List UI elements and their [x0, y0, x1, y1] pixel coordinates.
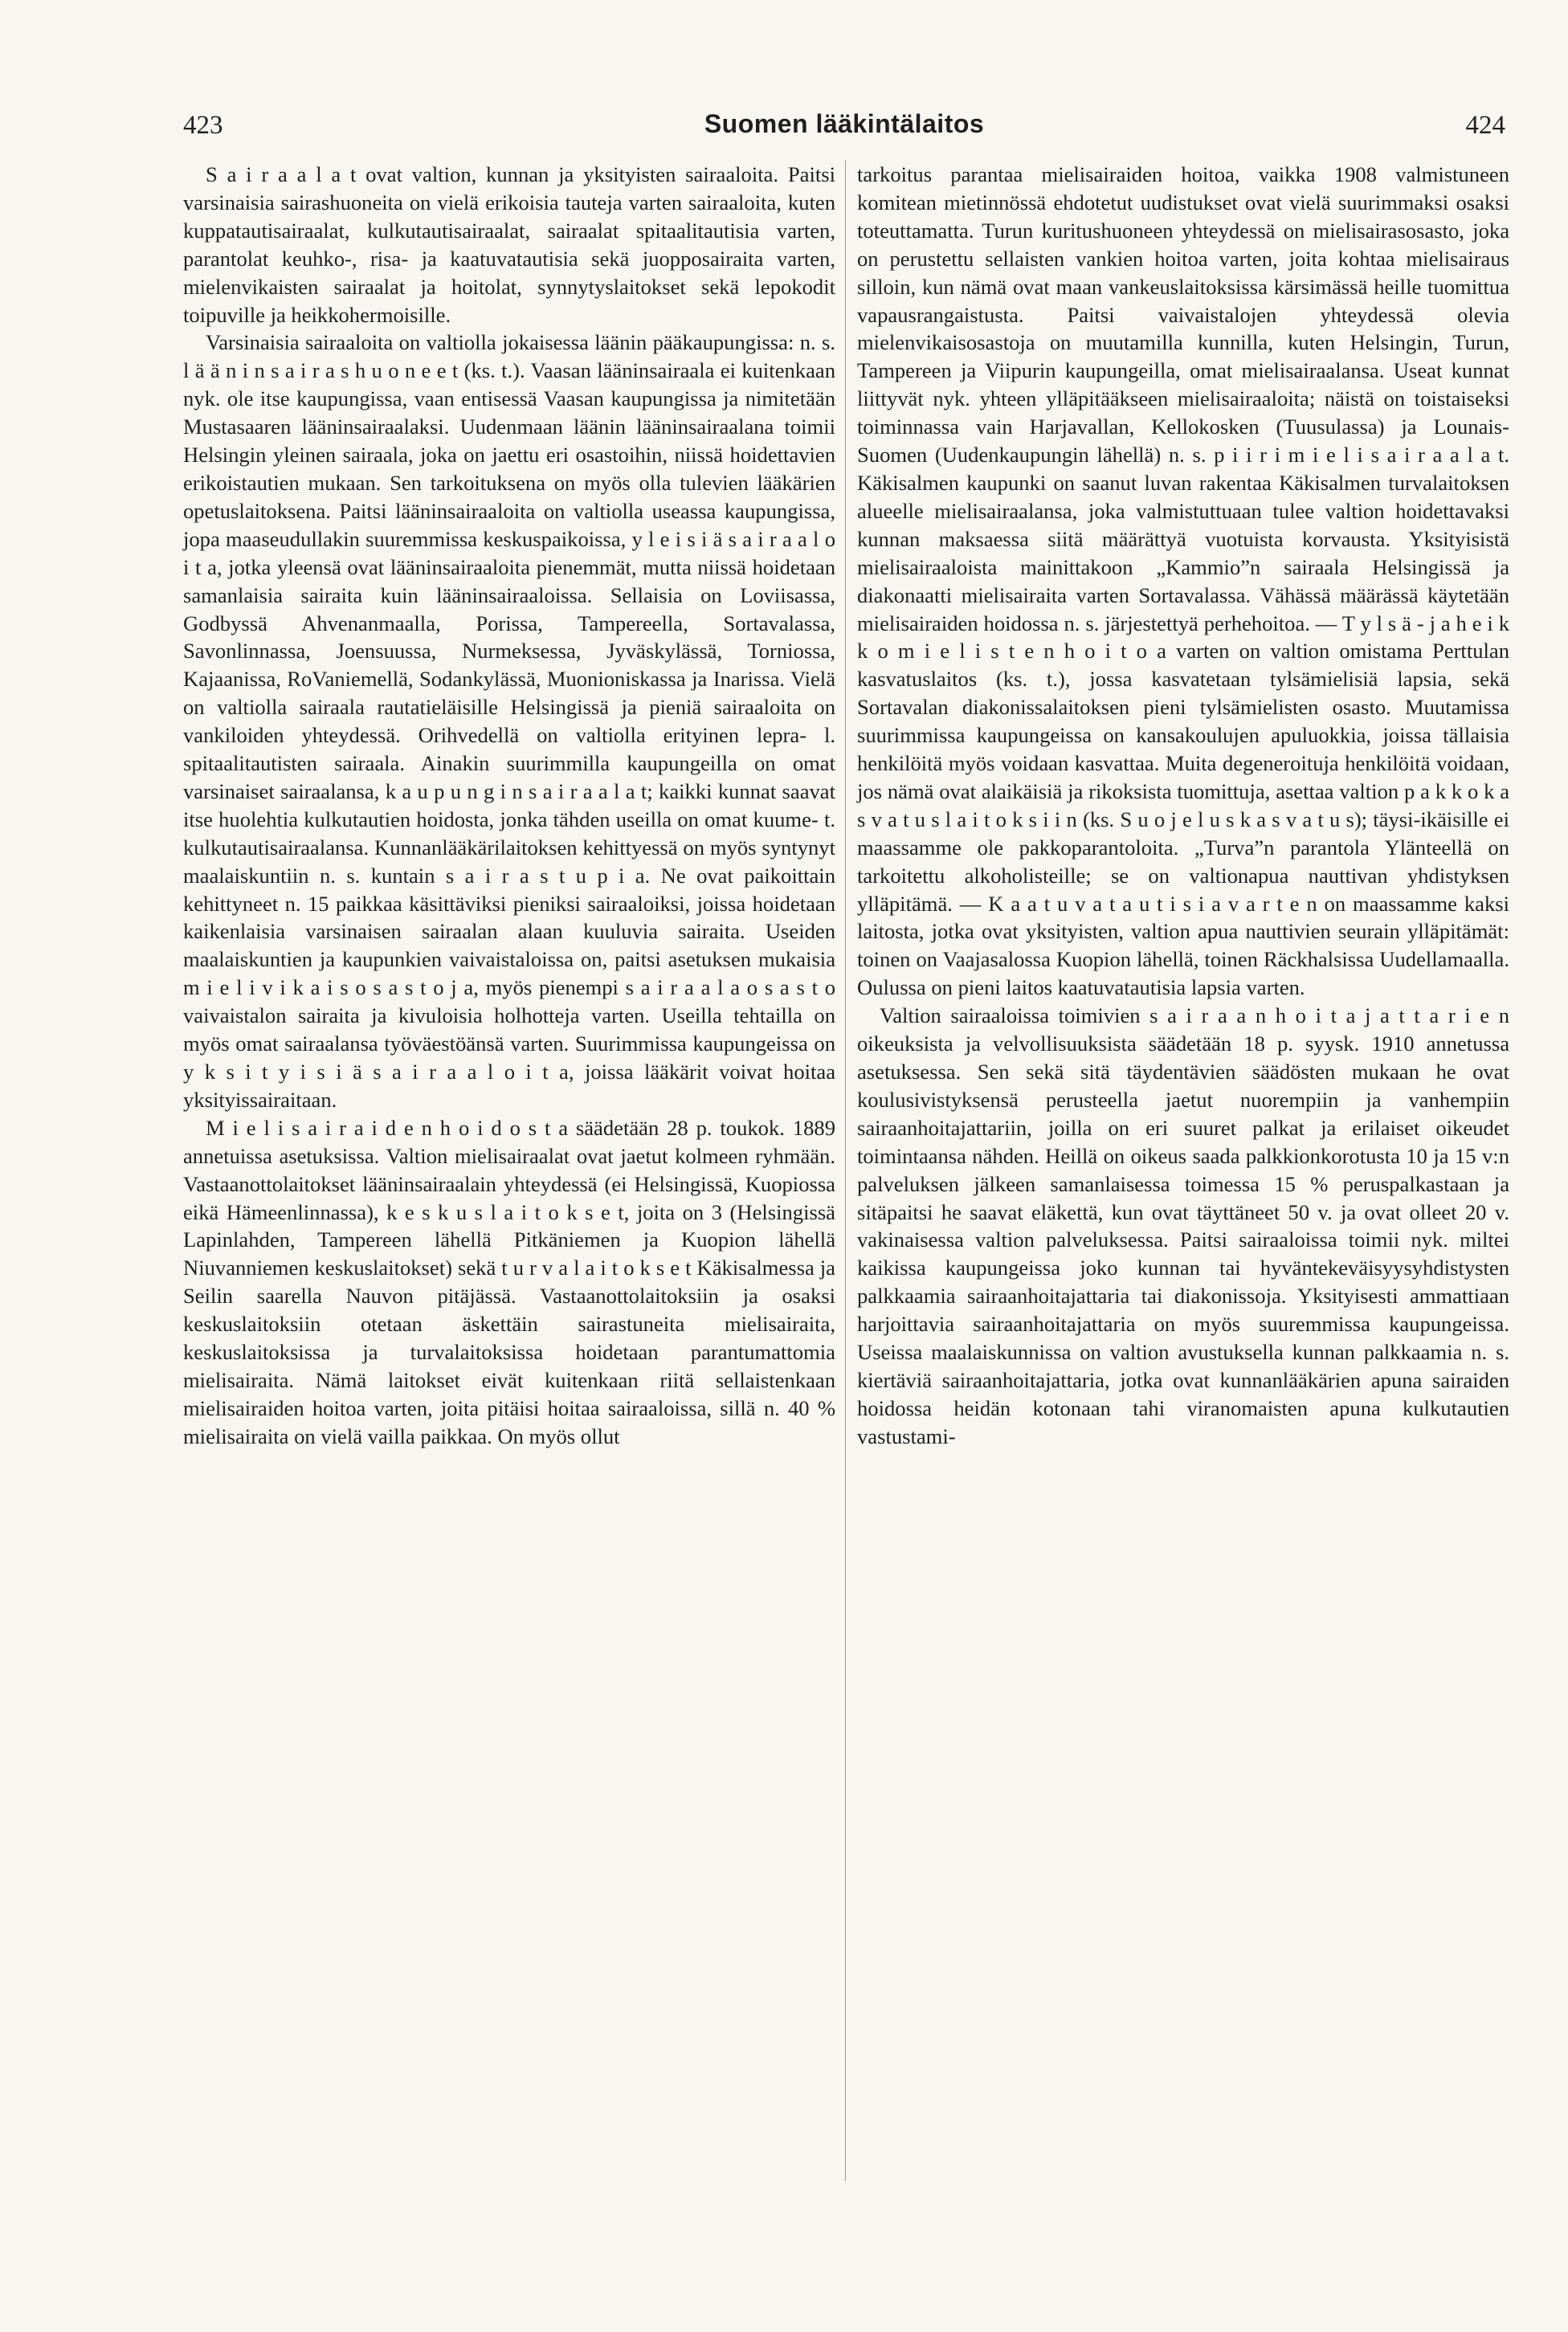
right-page-number: 424: [1465, 111, 1505, 140]
left-page-number: 423: [183, 111, 223, 140]
paragraph-state-hospitals: Varsinaisia sairaaloita on valtiolla jokaisessa läänin pääkaupungissa: n. s. l ä ä n i n s a i r a s h u o n e e t (ks. t.). Vaasan lääninsairaala ei kuitenkaan nyk. ole itse kaupungissa, vaan entisessä Vaasan kaupungissa ja nimitetään Mustasaaren lääninsairaalaksi. Uudenmaan läänin lääninsairaalana toimii Helsingin yleinen sairaala, joka on jaettu eri osastoihin, niissä hoidettavien erikoistautien mukaan. Sen tarkoituksena on myös olla tulevien lääkärien opetuslaitoksena. Paitsi lääninsairaaloita on valtiolla useassa kaupungissa, jopa maaseudullakin suuremmissa keskuspaikoissa, y l e i s i ä s a i r a a l o i t a, jotka yleensä ovat lääninsairaaloita pienemmät, mutta niissä hoidetaan samanlaisia sairaita kuin lääninsairaaloissa. Sellaisia on Loviisassa, Godbyssä Ahvenanmaalla, Porissa, Tampereella, Sortavalassa, Savonlinnassa, Joensuussa, Nurmeksessa, Jyväskylässä, Torniossa, Kajaanissa, RoVaniemellä, Sodankylässä, Muonioniskassa ja Inarissa. Vielä on valtiolla sairaala rautatieläisille Helsingissä ja pieniä sairaaloita on vankiloiden yhteydessä. Orihvedellä on valtiolla erityinen lepra- l. spitaalitautisten sairaala. Ainakin suurimmilla kaupungeilla on omat varsinaiset sairaalansa, k a u p u n g i n s a i r a a l a t; kaikki kunnat saavat itse huolehtia kulkutautien hoidosta, jonka tähden useilla on omat kuume- t. kulkutautisairaalansa. Kunnanlääkärilaitoksen kehittyessä on myös syntynyt maalaiskuntiin n. s. kuntain s a i r a s t u p i a. Ne ovat paikoittain kehittyneet n. 15 paikkaa käsittäviksi pieniksi sairaaloiksi, joissa hoidetaan kaikenlaisia varsinaisen sairaalan alaan kuuluvia sairaita. Useiden maalaiskuntien ja kaupunkien vaivaistaloissa on, paitsi asetuksen mukaisia m i e l i v i k a i s o s a s t o j a, myös pienempi s a i r a a l a o s a s t o vaivaistalon sairaita ja kivuloisia holhotteja varten. Useilla tehtailla on myös omat sairaalansa työväestöänsä varten. Suurimmissa kaupungeissa on y k s i t y i s i ä s a i r a a l o i t a, joissa lääkärit voivat hoitaa yksityissairaitaan.: [183, 330, 835, 1112]
paragraph-nurses: Valtion sairaaloissa toimivien s a i r a a n h o i t a j a t t a r i e n oikeuksista ja velvollisuuksista säädetään 18 p. syysk. 1910 annetussa asetuksessa. Sen sekä sitä täydentävien säädösten mukaan he ovat koulusivistyksensä perusteella jaetut nuorempiin ja vanhempiin sairaanhoitajattariin, joilla on eri suuret palkat ja erilaiset oikeudet toimintaansa nähden. Heillä on oikeus saada palkkionkorotusta 10 ja 15 v:n palveluksen jälkeen samanlaisessa toimessa 15 % peruspalkastaan ja sitäpaitsi he saavat eläkettä, kun ovat täyttäneet 50 v. ja ovat olleet 20 v. vakinaisessa valtion palveluksessa. Paitsi sairaaloissa toimii nyk. miltei kaikissa kaupungeissa joko kunnan tai hyväntekeväisyysyhdistysten palkkaamia sairaanhoitajattaria tai diakonissoja. Yksityisesti ammattiaan harjoittavia sairaanhoitajattaria on myös suuremmissa kaupungeissa. Useissa maalaiskunnissa on valtion avustuksella kunnan palkkaamia n. s. kiertäviä sairaanhoitajattaria, jotka ovat kunnanlääkärien apuna sairaiden hoidossa heidän kotonaan tahi viranomaisten apuna kulkutautien vastustami-: [857, 1003, 1509, 1448]
paragraph-mental-care: M i e l i s a i r a i d e n h o i d o s t a säädetään 28 p. toukok. 1889 annetuissa asetuksissa. Valtion mielisairaalat ovat jaetut kolmeen ryhmään. Vastaanottolaitokset lääninsairaalain yhteydessä (ei Helsingissä, Kuopiossa eikä Hämeenlinnassa), k e s k u s l a i t o k s e t, joita on 3 (Helsingissä Lapinlahden, Tampereen lähellä Pitkäniemen ja Kuopion lähellä Niuvanniemen keskuslaitokset) sekä t u r v a l a i t o k s e t Käkisalmessa ja Seilin saarella Nauvon pitäjässä. Vastaanottolaitoksiin ja osaksi keskuslaitoksiin otetaan äskettäin sairastuneita mielisairaita, keskuslaitoksissa ja turvalaitoksissa hoidetaan parantumattomia mielisairaita. Nämä laitokset eivät kuitenkaan riitä sellaistenkaan mielisairaiden hoitoa varten, joita pitäisi hoitaa sairaaloissa, sillä n. 40 % mielisairaita on vielä vailla paikkaa. On myös ollut: [183, 1115, 835, 1448]
column-divider: [845, 161, 846, 2181]
left-column: [183, 161, 835, 1451]
running-title: Suomen lääkintälaitos: [704, 109, 985, 138]
paragraph-hospitals: S a i r a a l a t ovat valtion, kunnan ja yksityisten sairaaloita. Paitsi varsinaisia sairashuoneita on vielä erikoisia tauteja varten sairaaloita, kuten kuppatautisairaalat, kulkutautisairaalat, sairaalat spitaalitautisia varten, parantolat keuhko-, risa- ja kaatuvatautisia sekä juopposairaita varten, mielenvikaisten sairaalat ja hoitolat, synnytyslaitokset sekä lepokodit toipuville ja heikkohermoisille.: [183, 162, 835, 327]
paragraph-mental-care-continued: tarkoitus parantaa mielisairaiden hoitoa, vaikka 1908 valmistuneen komitean mietinnössä ehdotetut uudistukset ovat vielä suurimmaksi osaksi toteuttamatta. Turun kuritushuoneen yhteydessä on mielisairasosasto, joka on perustettu sellaisten vankien hoitoa varten, joita kohtaa mielisairaus silloin, kun nämä ovat maan vankeuslaitoksissa kärsimässä heille tuomittua vapausrangaistusta. Paitsi vaivaistalojen yhteydessä olevia mielenvikaisosastoja on muutamilla kunnilla, kuten Helsingin, Turun, Tampereen ja Viipurin kaupungeilla, omat mielisairaalansa. Useat kunnat liittyvät nyk. yhteen ylläpitääkseen mielisairaaloita; näistä on toistaiseksi toiminnassa vain Harjavallan, Kellokosken (Tuusulassa) ja Lounais-Suomen (Uudenkaupungin lähellä) n. s. p i i r i m i e l i s a i r a a l a t. Käkisalmen kaupunki on saanut luvan rakentaa Käkisalmen turvalaitoksen alueelle mielisairaalansa, joka valmistuttuaan tulee valtion hoidettavaksi kunnan maksaessa siitä määrättyä vuotuista korvausta. Yksityisistä mielisairaaloista mainittakoon „Kammio”n sairaala Helsingissä ja diakonaatti mielisairaita varten Sortavalassa. Vähässä määrässä käytetään mielisairaiden hoidossa n. s. järjestettyä perhehoitoa. — T y l s ä - j a h e i k k o m i e l i s t e n h o i t o a varten on valtion omistama Perttulan kasvatuslaitos (ks. t.), jossa kasvatetaan tylsämielisiä lapsia, sekä Sortavalan diakonissalaitoksen pieni tylsämielisten osasto. Muutamissa suurimmissa kaupungeissa on kansakoulujen apuluokkia, joissa tällaisia henkilöitä myös voidaan kasvattaa. Muita degeneroituja henkilöitä voidaan, jos nämä ovat alaikäisiä ja rikoksista tuomittuja, asettaa valtion p a k k o k a s v a t u s l a i t o k s i i n (ks. S u o j e l u s k a s v a t u s); täysi-ikäisille ei maassamme ole pakkoparantoloita. „Turva”n parantola Ylänteellä on tarkoitettu alkoholisteille; se on valtionapua nauttivan yhdistyksen ylläpitämä. — K a a t u v a t a u t i s i a v a r t e n on maassamme kaksi laitosta, jotka ovat yksityisten, valtion apua nauttivien seurain ylläpitämät: toinen on Vaajasalossa Kuopion lähellä, toinen Räckhalsissa Uudellamaalla. Oulussa on pieni laitos kaatuvatautisia lapsia varten.: [857, 162, 1509, 1000]
page-header: [183, 111, 1505, 143]
right-column: [857, 161, 1509, 1451]
